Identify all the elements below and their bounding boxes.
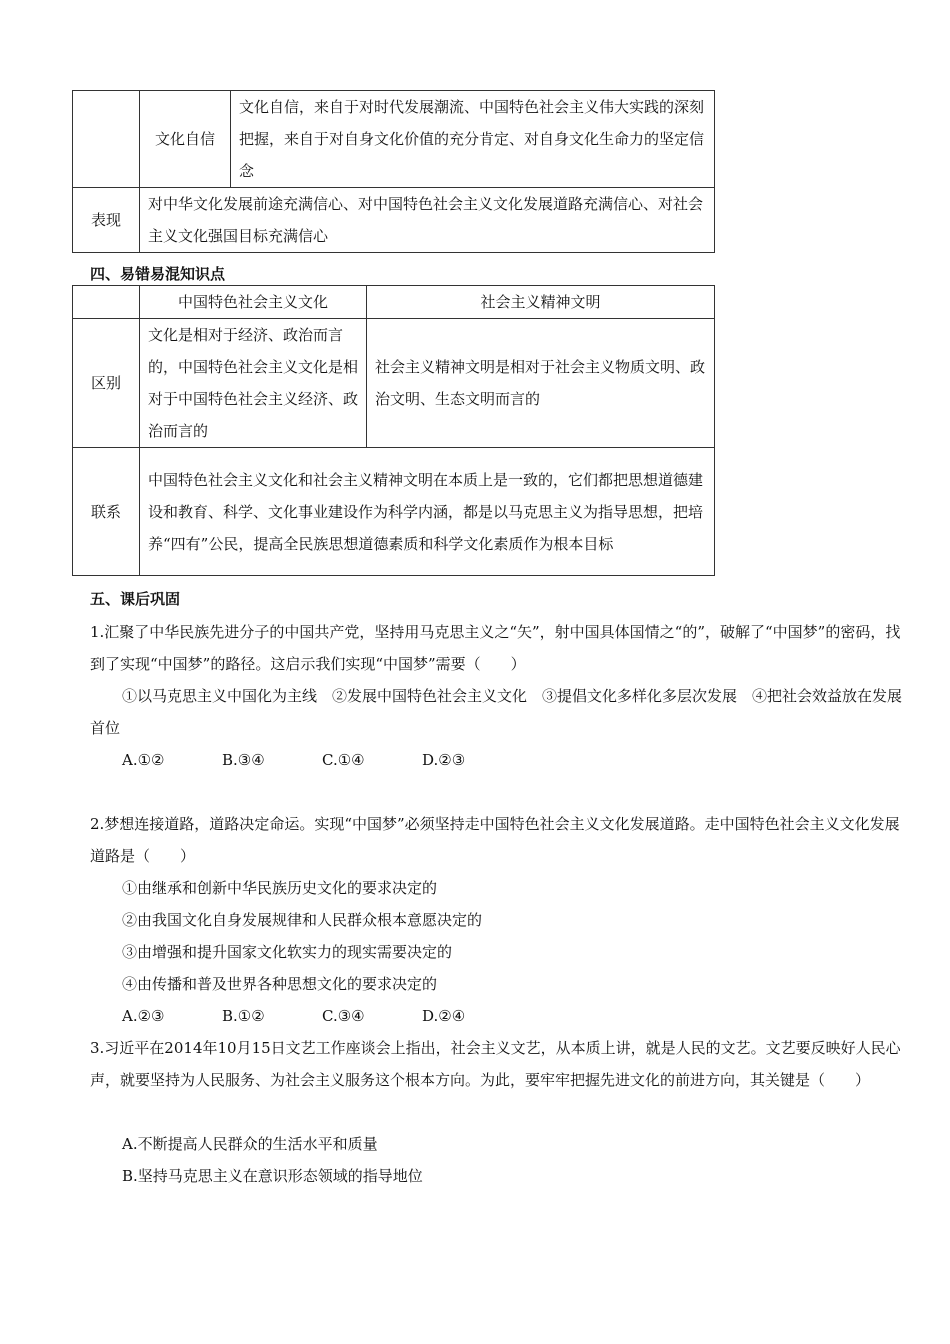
q2-choice-d[interactable]: D.②④ bbox=[422, 1007, 466, 1025]
q2-choice-b[interactable]: B.①② bbox=[222, 1007, 265, 1025]
q3-choice-a[interactable]: A.不断提高人民群众的生活水平和质量 bbox=[122, 1135, 378, 1153]
section4-heading: 四、易错易混知识点 bbox=[90, 265, 226, 283]
row-label-culture-confidence: 文化自信 bbox=[140, 91, 231, 188]
q1-items: ①以马克思主义中国化为主线 ②发展中国特色社会主义文化 ③提倡文化多样化多层次发展 ④把社会效益放在发展首位 bbox=[90, 687, 903, 737]
q3-choice-b[interactable]: B.坚持马克思主义在意识形态领域的指导地位 bbox=[122, 1167, 423, 1185]
section5-heading: 五、课后巩固 bbox=[90, 590, 181, 608]
link-label: 联系 bbox=[73, 448, 140, 576]
empty-header-cell bbox=[73, 286, 140, 319]
q1-choices bbox=[122, 744, 522, 776]
row-label-manifestation: 表现 bbox=[73, 188, 140, 253]
q2-item3: ③由增强和提升国家文化软实力的现实需要决定的 bbox=[122, 943, 453, 961]
q1-choice-a[interactable]: A.①② bbox=[122, 751, 165, 769]
q1-choice-d[interactable]: D.②③ bbox=[422, 751, 466, 769]
diff-col1: 文化是相对于经济、政治而言的，中国特色社会主义文化是相对于中国特色社会主义经济、政治而言的 bbox=[140, 319, 367, 448]
col2-header: 社会主义精神文明 bbox=[367, 286, 715, 319]
q1-choice-b[interactable]: B.③④ bbox=[222, 751, 265, 769]
q2-item1: ①由继承和创新中华民族历史文化的要求决定的 bbox=[122, 879, 438, 897]
q1-choice-c[interactable]: C.①④ bbox=[322, 751, 365, 769]
q2-stem: 2.梦想连接道路，道路决定命运。实现“中国梦”必须坚持走中国特色社会主义文化发展道路。走中国特色社会主义文化发展道路是（ ） bbox=[90, 815, 900, 865]
q1-stem: 1.汇聚了中华民族先进分子的中国共产党，坚持用马克思主义之“矢”，射中国具体国情之“的”，破解了“中国梦”的密码，找到了实现“中国梦”的路径。这启示我们实现“中国梦”需要（ ） bbox=[90, 623, 901, 673]
q2-choices bbox=[122, 1000, 522, 1032]
culture-confidence-table bbox=[72, 90, 715, 253]
q2-choice-c[interactable]: C.③④ bbox=[322, 1007, 365, 1025]
comparison-table bbox=[72, 285, 715, 576]
q3-stem: 3.习近平在2014年10月15日文艺工作座谈会上指出，社会主义文艺，从本质上讲，就是人民的文艺。文艺要反映好人民心声，就要坚持为人民服务、为社会主义服务这个根本方向。为此，要牢牢把握先进文化的前进方向，其关键是（ ） bbox=[90, 1039, 901, 1089]
q2-choice-a[interactable]: A.②③ bbox=[122, 1007, 165, 1025]
col1-header: 中国特色社会主义文化 bbox=[140, 286, 367, 319]
diff-label: 区别 bbox=[73, 319, 140, 448]
link-text: 中国特色社会主义文化和社会主义精神文明在本质上是一致的，它们都把思想道德建设和教育、科学、文化事业建设作为科学内涵，都是以马克思主义为指导思想，把培养“四有”公民，提高全民族思想道德素质和科学文化素质作为根本目标 bbox=[140, 448, 715, 576]
row-text-culture-confidence: 文化自信，来自于对时代发展潮流、中国特色社会主义伟大实践的深刻把握，来自于对自身文化价值的充分肯定、对自身文化生命力的坚定信念 bbox=[231, 91, 715, 188]
diff-col2: 社会主义精神文明是相对于社会主义物质文明、政治文明、生态文明而言的 bbox=[367, 319, 715, 448]
empty-cell bbox=[73, 91, 140, 188]
q2-item2: ②由我国文化自身发展规律和人民群众根本意愿决定的 bbox=[122, 911, 483, 929]
row-text-manifestation: 对中华文化发展前途充满信心、对中国特色社会主义文化发展道路充满信心、对社会主义文化强国目标充满信心 bbox=[140, 188, 715, 253]
q2-item4: ④由传播和普及世界各种思想文化的要求决定的 bbox=[122, 975, 438, 993]
